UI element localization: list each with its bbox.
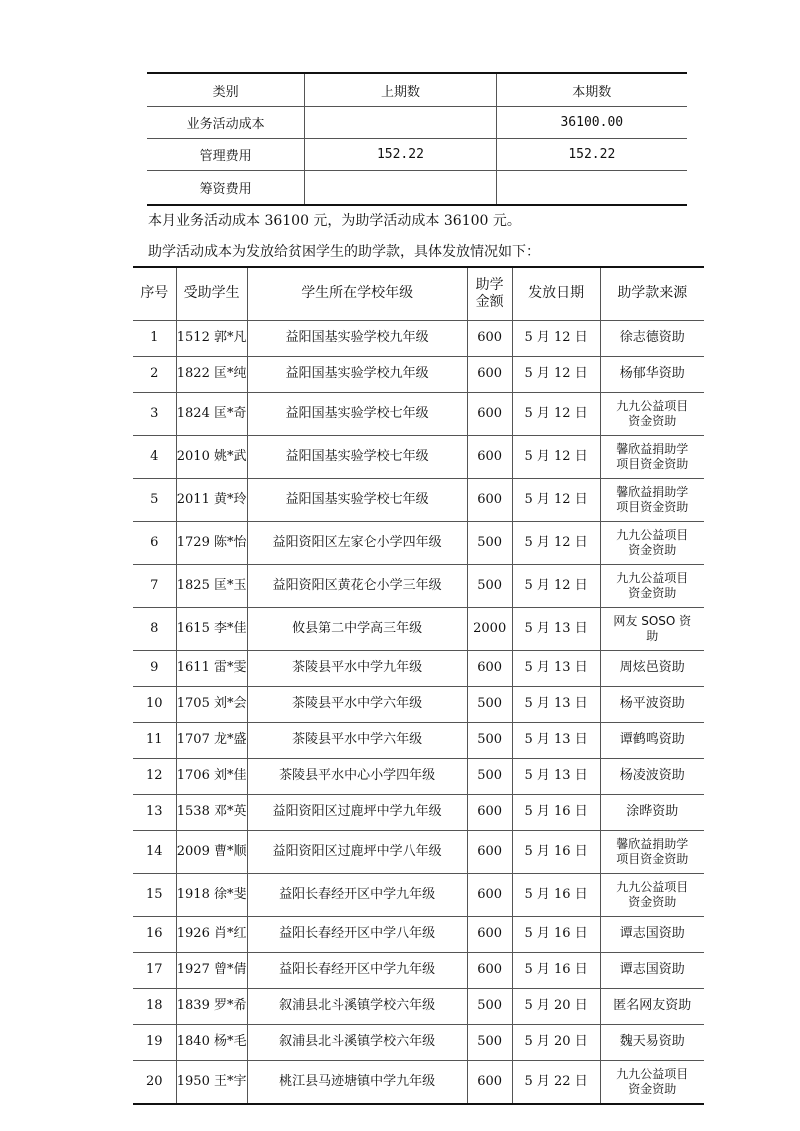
expense-summary-table — [147, 72, 687, 206]
student-name: 1927 曾*倩 — [176, 953, 247, 989]
school-grade: 桃江县马迹塘镇中学九年级 — [247, 1061, 467, 1105]
funding-source: 馨欣益捐助学项目资金资助 — [600, 479, 704, 522]
aid-amount: 600 — [467, 831, 512, 874]
table-row — [133, 608, 704, 651]
student-name: 1729 陈*怡 — [176, 522, 247, 565]
issue-date: 5 月 12 日 — [512, 522, 600, 565]
summary-header-category: 类别 — [147, 73, 305, 107]
row-number: 5 — [133, 479, 176, 522]
student-name: 1611 雷*雯 — [176, 651, 247, 687]
funding-source: 谭志国资助 — [600, 953, 704, 989]
school-grade: 益阳资阳区过鹿坪中学九年级 — [247, 795, 467, 831]
funding-source: 馨欣益捐助学项目资金资助 — [600, 436, 704, 479]
funding-source: 九九公益项目资金资助 — [600, 874, 704, 917]
summary-row — [147, 139, 687, 171]
header-source: 助学款来源 — [600, 267, 704, 321]
student-name: 2009 曹*顺 — [176, 831, 247, 874]
issue-date: 5 月 13 日 — [512, 687, 600, 723]
aid-amount: 600 — [467, 795, 512, 831]
school-grade: 茶陵县平水中学九年级 — [247, 651, 467, 687]
summary-category: 业务活动成本 — [147, 107, 305, 139]
student-name: 2010 姚*武 — [176, 436, 247, 479]
funding-source: 涂晔资助 — [600, 795, 704, 831]
table-row — [133, 759, 704, 795]
student-name: 1822 匡*纯 — [176, 357, 247, 393]
funding-source: 杨郁华资助 — [600, 357, 704, 393]
aid-amount: 600 — [467, 953, 512, 989]
funding-source: 九九公益项目资金资助 — [600, 522, 704, 565]
issue-date: 5 月 12 日 — [512, 565, 600, 608]
issue-date: 5 月 16 日 — [512, 917, 600, 953]
aid-distribution-table — [133, 266, 704, 1105]
funding-source: 谭志国资助 — [600, 917, 704, 953]
aid-amount: 600 — [467, 651, 512, 687]
school-grade: 益阳长春经开区中学八年级 — [247, 917, 467, 953]
summary-header-current: 本期数 — [496, 73, 687, 107]
funding-source: 魏天易资助 — [600, 1025, 704, 1061]
table-row — [133, 723, 704, 759]
row-number: 1 — [133, 321, 176, 357]
issue-date: 5 月 13 日 — [512, 759, 600, 795]
issue-date: 5 月 22 日 — [512, 1061, 600, 1105]
row-number: 12 — [133, 759, 176, 795]
row-number: 6 — [133, 522, 176, 565]
student-name: 2011 黄*玲 — [176, 479, 247, 522]
summary-category: 筹资费用 — [147, 171, 305, 206]
school-grade: 益阳长春经开区中学九年级 — [247, 874, 467, 917]
header-student: 受助学生 — [176, 267, 247, 321]
school-grade: 茶陵县平水中心小学四年级 — [247, 759, 467, 795]
aid-amount: 500 — [467, 522, 512, 565]
aid-amount: 500 — [467, 723, 512, 759]
funding-source: 周炫邑资助 — [600, 651, 704, 687]
row-number: 14 — [133, 831, 176, 874]
summary-current: 152.22 — [496, 139, 687, 171]
issue-date: 5 月 20 日 — [512, 1025, 600, 1061]
table-row — [133, 479, 704, 522]
table-row — [133, 795, 704, 831]
table-row — [133, 436, 704, 479]
school-grade: 益阳国基实验学校七年级 — [247, 479, 467, 522]
table-row — [133, 357, 704, 393]
row-number: 13 — [133, 795, 176, 831]
summary-previous: 152.22 — [305, 139, 496, 171]
issue-date: 5 月 13 日 — [512, 651, 600, 687]
student-name: 1512 郭*凡 — [176, 321, 247, 357]
school-grade: 益阳资阳区过鹿坪中学八年级 — [247, 831, 467, 874]
funding-source: 网友 SOSO 资助 — [600, 608, 704, 651]
school-grade: 益阳国基实验学校七年级 — [247, 393, 467, 436]
summary-category: 管理费用 — [147, 139, 305, 171]
funding-source: 匿名网友资助 — [600, 989, 704, 1025]
school-grade: 益阳国基实验学校七年级 — [247, 436, 467, 479]
header-amount-text: 助学金额 — [475, 277, 504, 310]
issue-date: 5 月 20 日 — [512, 989, 600, 1025]
school-grade: 益阳资阳区黄花仑小学三年级 — [247, 565, 467, 608]
header-no: 序号 — [133, 267, 176, 321]
issue-date: 5 月 12 日 — [512, 321, 600, 357]
row-number: 11 — [133, 723, 176, 759]
table-row — [133, 831, 704, 874]
student-name: 1918 徐*斐 — [176, 874, 247, 917]
funding-source: 九九公益项目资金资助 — [600, 1061, 704, 1105]
table-row — [133, 393, 704, 436]
student-name: 1824 匡*奇 — [176, 393, 247, 436]
table-row — [133, 522, 704, 565]
school-grade: 叙浦县北斗溪镇学校六年级 — [247, 1025, 467, 1061]
school-grade: 茶陵县平水中学六年级 — [247, 723, 467, 759]
school-grade: 茶陵县平水中学六年级 — [247, 687, 467, 723]
student-name: 1706 刘*佳 — [176, 759, 247, 795]
school-grade: 益阳国基实验学校九年级 — [247, 357, 467, 393]
aid-amount: 500 — [467, 687, 512, 723]
student-name: 1840 杨*毛 — [176, 1025, 247, 1061]
aid-amount: 600 — [467, 393, 512, 436]
row-number: 9 — [133, 651, 176, 687]
aid-amount: 500 — [467, 1025, 512, 1061]
row-number: 15 — [133, 874, 176, 917]
funding-source: 徐志德资助 — [600, 321, 704, 357]
school-grade: 叙浦县北斗溪镇学校六年级 — [247, 989, 467, 1025]
aid-amount: 600 — [467, 357, 512, 393]
summary-previous — [305, 107, 496, 139]
school-grade: 益阳长春经开区中学九年级 — [247, 953, 467, 989]
aid-amount: 600 — [467, 917, 512, 953]
row-number: 4 — [133, 436, 176, 479]
table-row — [133, 321, 704, 357]
table-row — [133, 989, 704, 1025]
summary-previous — [305, 171, 496, 206]
row-number: 17 — [133, 953, 176, 989]
aid-amount: 500 — [467, 759, 512, 795]
issue-date: 5 月 16 日 — [512, 874, 600, 917]
summary-row — [147, 107, 687, 139]
table-row — [133, 1061, 704, 1105]
summary-current — [496, 171, 687, 206]
summary-header-previous: 上期数 — [305, 73, 496, 107]
cost-statement: 本月业务活动成本 36100 元，为助学活动成本 36100 元。 — [148, 213, 521, 229]
funding-source: 九九公益项目资金资助 — [600, 565, 704, 608]
row-number: 7 — [133, 565, 176, 608]
student-name: 1839 罗*希 — [176, 989, 247, 1025]
funding-source: 杨平波资助 — [600, 687, 704, 723]
school-grade: 益阳国基实验学校九年级 — [247, 321, 467, 357]
funding-source: 馨欣益捐助学项目资金资助 — [600, 831, 704, 874]
table-row — [133, 651, 704, 687]
summary-current: 36100.00 — [496, 107, 687, 139]
row-number: 19 — [133, 1025, 176, 1061]
table-row — [133, 874, 704, 917]
school-grade: 攸县第二中学高三年级 — [247, 608, 467, 651]
aid-amount: 600 — [467, 436, 512, 479]
row-number: 8 — [133, 608, 176, 651]
student-name: 1926 肖*红 — [176, 917, 247, 953]
funding-source: 杨凌波资助 — [600, 759, 704, 795]
issue-date: 5 月 12 日 — [512, 436, 600, 479]
issue-date: 5 月 13 日 — [512, 608, 600, 651]
table-row — [133, 565, 704, 608]
issue-date: 5 月 16 日 — [512, 953, 600, 989]
aid-amount: 600 — [467, 874, 512, 917]
funding-source: 九九公益项目资金资助 — [600, 393, 704, 436]
funding-source: 谭鹤鸣资助 — [600, 723, 704, 759]
table-row — [133, 953, 704, 989]
student-name: 1950 王*宇 — [176, 1061, 247, 1105]
row-number: 3 — [133, 393, 176, 436]
row-number: 16 — [133, 917, 176, 953]
student-name: 1707 龙*盛 — [176, 723, 247, 759]
student-name: 1705 刘*会 — [176, 687, 247, 723]
aid-amount: 600 — [467, 321, 512, 357]
aid-amount: 500 — [467, 989, 512, 1025]
student-name: 1615 李*佳 — [176, 608, 247, 651]
aid-amount: 500 — [467, 565, 512, 608]
issue-date: 5 月 16 日 — [512, 795, 600, 831]
issue-date: 5 月 12 日 — [512, 393, 600, 436]
table-row — [133, 1025, 704, 1061]
row-number: 18 — [133, 989, 176, 1025]
issue-date: 5 月 13 日 — [512, 723, 600, 759]
aid-amount: 2000 — [467, 608, 512, 651]
distribution-intro: 助学活动成本为发放给贫困学生的助学款，具体发放情况如下： — [148, 244, 540, 260]
table-row — [133, 917, 704, 953]
aid-amount: 600 — [467, 1061, 512, 1105]
row-number: 10 — [133, 687, 176, 723]
issue-date: 5 月 12 日 — [512, 357, 600, 393]
header-school: 学生所在学校年级 — [247, 267, 467, 321]
issue-date: 5 月 12 日 — [512, 479, 600, 522]
row-number: 2 — [133, 357, 176, 393]
header-date: 发放日期 — [512, 267, 600, 321]
table-row — [133, 687, 704, 723]
aid-amount: 600 — [467, 479, 512, 522]
student-name: 1538 邓*英 — [176, 795, 247, 831]
school-grade: 益阳资阳区左家仑小学四年级 — [247, 522, 467, 565]
issue-date: 5 月 16 日 — [512, 831, 600, 874]
student-name: 1825 匡*玉 — [176, 565, 247, 608]
row-number: 20 — [133, 1061, 176, 1105]
summary-row — [147, 171, 687, 206]
detail-header-row — [133, 267, 704, 321]
header-amount — [467, 267, 512, 321]
summary-header-row — [147, 73, 687, 107]
